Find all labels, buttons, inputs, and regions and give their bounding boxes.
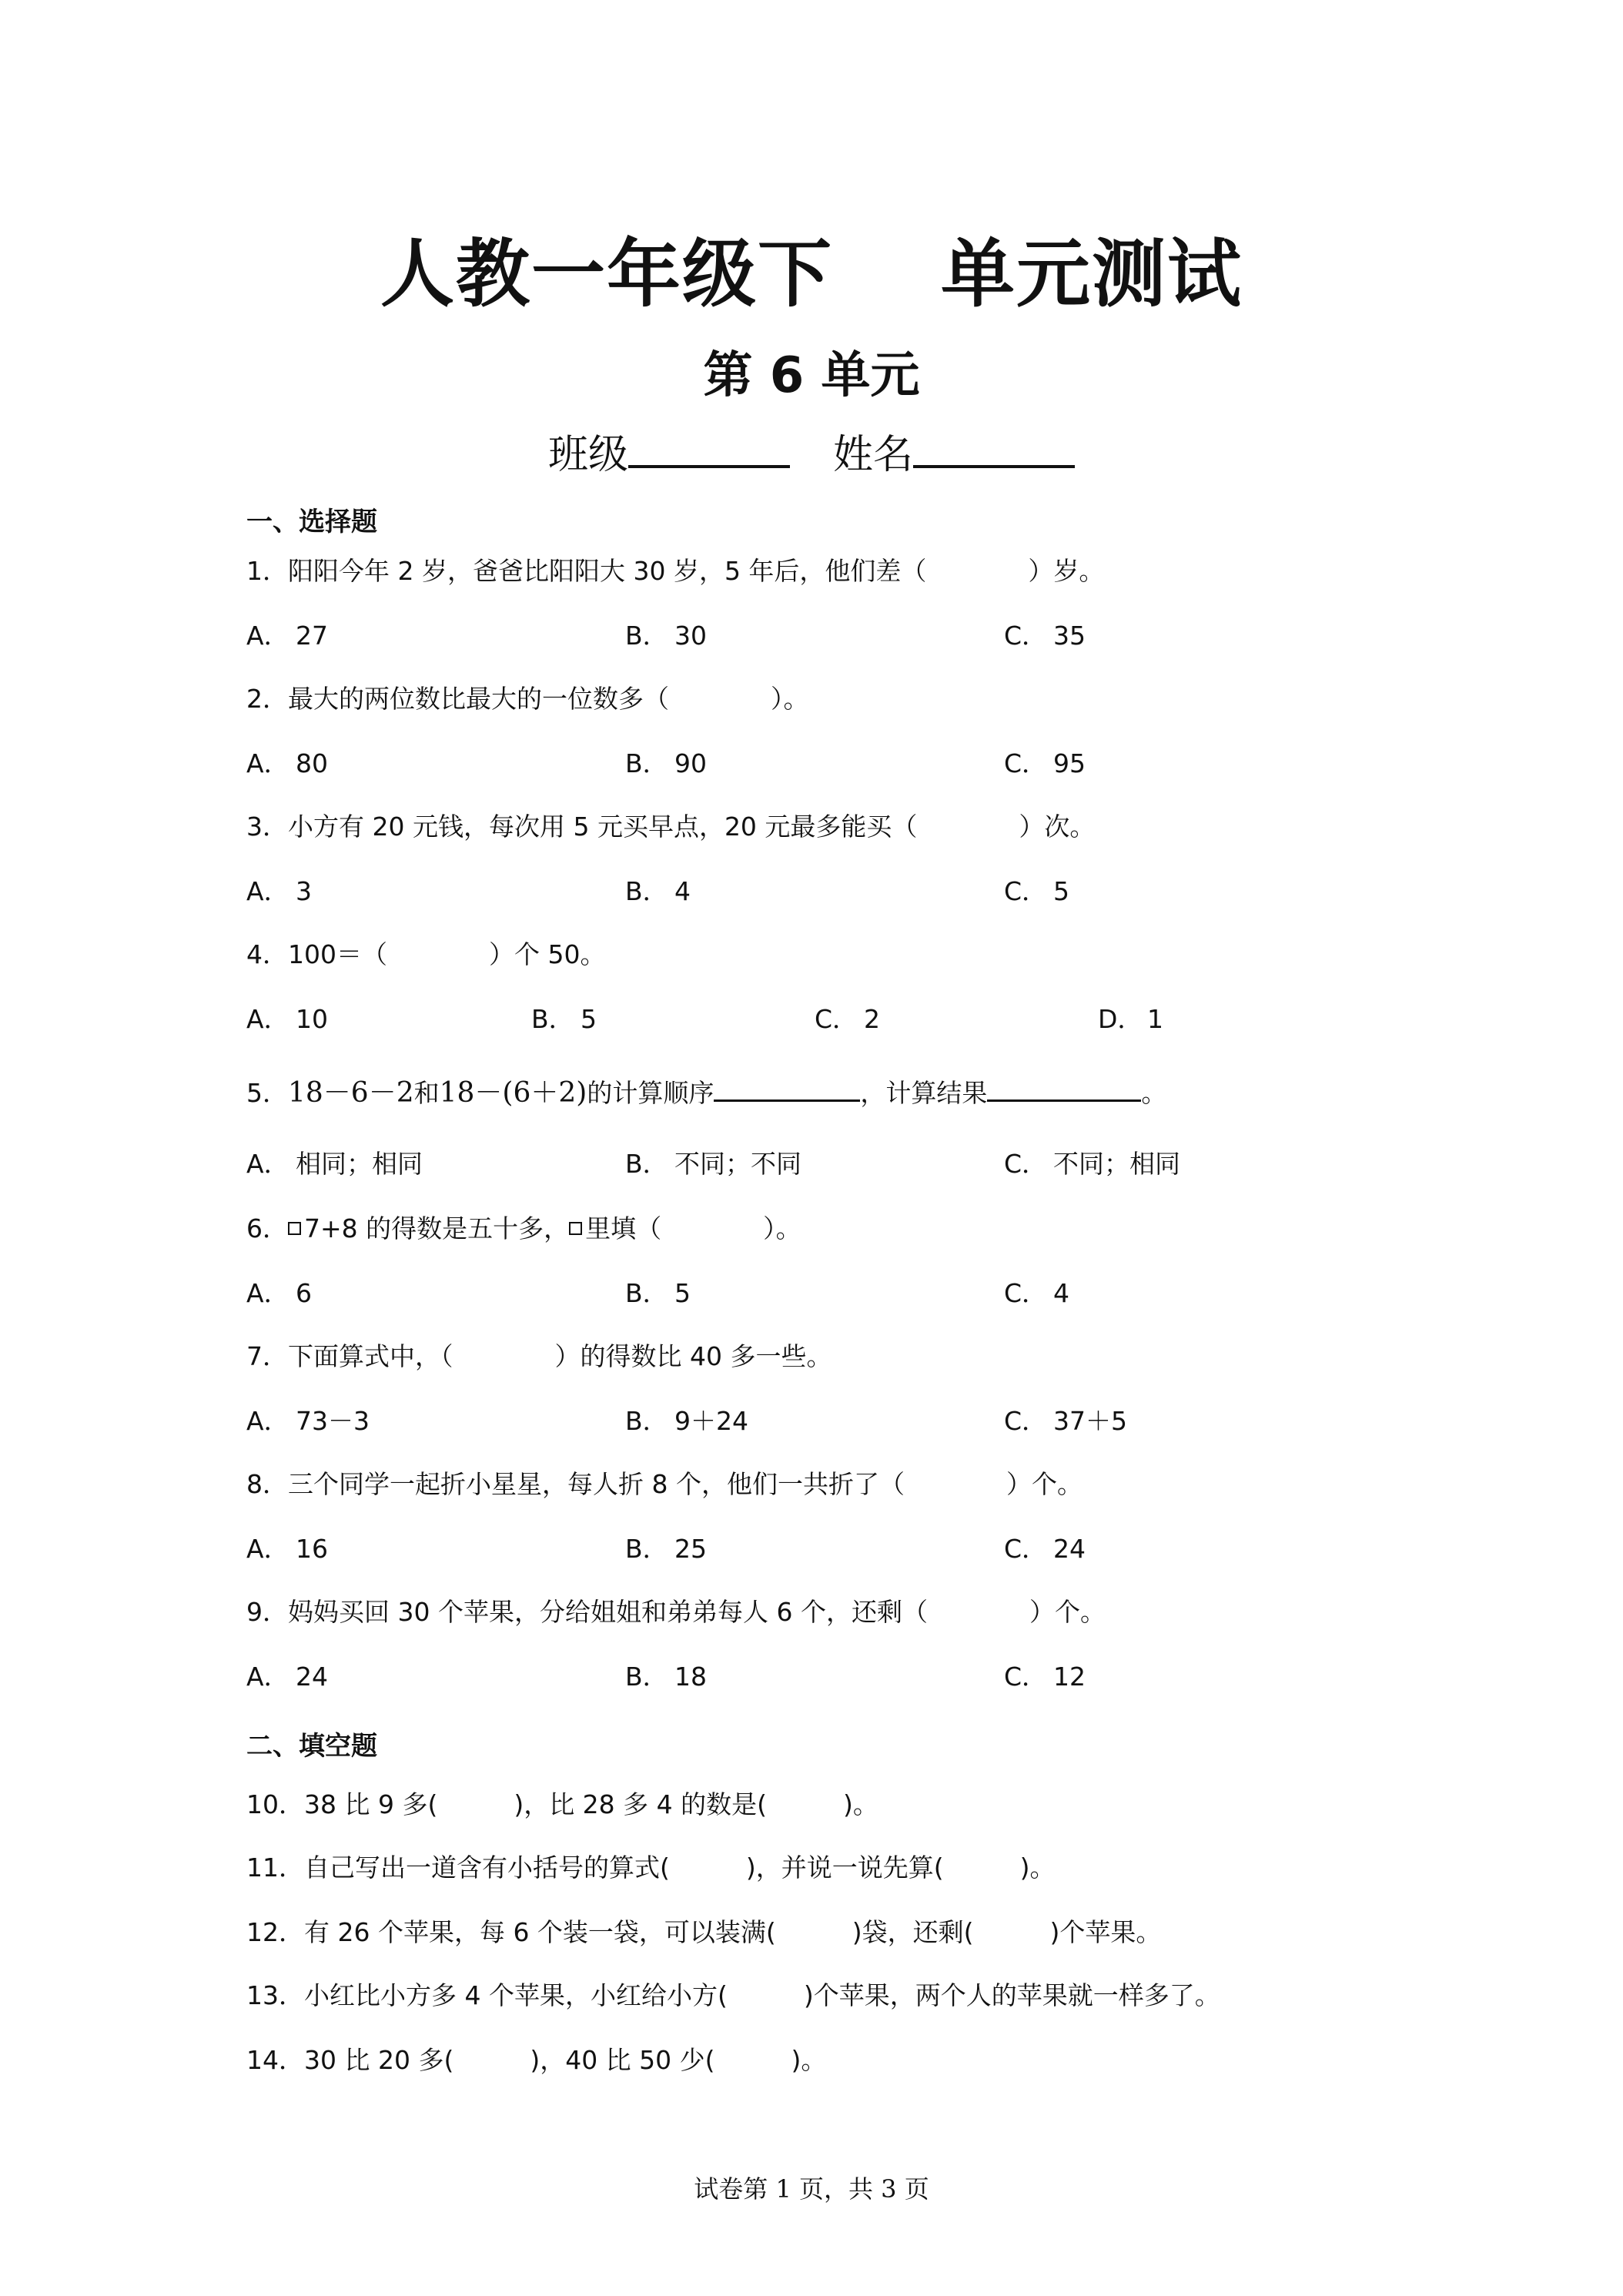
q6-option-c: [1004, 1278, 1069, 1309]
option-text: 30: [674, 621, 707, 651]
q8-option-b: [625, 1534, 707, 1565]
option-letter: C．: [1004, 1149, 1048, 1179]
page-title: [0, 216, 1623, 321]
name-blank: [913, 427, 1075, 468]
q4-option-c: [815, 1004, 880, 1035]
q2-option-b: [625, 748, 707, 779]
q5-conjunction: 和: [413, 1078, 440, 1108]
option-letter: B．: [625, 876, 668, 906]
option-letter: A．: [246, 621, 289, 651]
q1-option-c: [1004, 621, 1086, 651]
q6-text-b: 里填（ ）。: [585, 1213, 801, 1243]
option-text: 10: [296, 1004, 328, 1034]
option-letter: B．: [625, 748, 668, 778]
option-letter: C．: [1004, 1534, 1048, 1564]
q9-option-b: [625, 1662, 707, 1692]
option-text: 相同；相同: [296, 1149, 423, 1179]
option-letter: C．: [1004, 621, 1048, 651]
q1-option-a: [246, 621, 328, 651]
q7-option-a: [246, 1406, 370, 1437]
option-text: 不同；相同: [1053, 1149, 1180, 1179]
option-text: 4: [1053, 1278, 1069, 1308]
option-letter: C．: [1004, 1406, 1048, 1436]
question-12: 12．有 26 个苹果，每 6 个装一袋，可以装满( )袋，还剩( )个苹果。: [246, 1917, 1162, 1947]
q9-option-a: [246, 1662, 328, 1692]
option-text: 95: [1053, 748, 1086, 778]
blank-square-icon: [569, 1222, 582, 1235]
option-text: 25: [674, 1534, 707, 1564]
q8-option-a: [246, 1534, 328, 1565]
q5-option-b: [625, 1149, 801, 1180]
title-right: 单元测试: [941, 231, 1243, 317]
q1-option-b: [625, 621, 707, 651]
option-letter: C．: [1004, 1278, 1048, 1308]
option-letter: B．: [625, 1662, 668, 1692]
option-text: 37＋5: [1053, 1406, 1127, 1436]
option-letter: B．: [625, 1149, 668, 1179]
option-letter: B．: [625, 1278, 668, 1308]
q4-option-a: [246, 1004, 328, 1035]
question-11: 11．自己写出一道含有小括号的算式( )，并说一说先算( )。: [246, 1853, 1056, 1883]
option-text: 不同；不同: [674, 1149, 801, 1179]
option-text: 16: [296, 1534, 328, 1564]
question-5: [246, 1073, 1166, 1109]
student-info-row: [0, 422, 1623, 480]
q7-option-b: [625, 1406, 748, 1437]
q6-number: 6．: [246, 1213, 288, 1243]
q5-text-result: ，计算结果: [860, 1078, 988, 1108]
question-9: 9．妈妈买回 30 个苹果，分给姐姐和弟弟每人 6 个，还剩（ ）个。: [246, 1597, 1106, 1627]
title-left: 人教一年级下: [380, 231, 833, 317]
question-13: 13．小红比小方多 4 个苹果，小红给小方( )个苹果，两个人的苹果就一样多了。: [246, 1980, 1220, 2010]
option-text: 5: [1053, 876, 1069, 906]
option-text: 9＋24: [674, 1406, 748, 1436]
q5-option-a: [246, 1149, 423, 1180]
option-letter: D．: [1098, 1004, 1143, 1034]
option-letter: B．: [625, 1534, 668, 1564]
unit-subtitle: 第 6 单元: [703, 347, 920, 404]
option-letter: A．: [246, 1004, 289, 1034]
option-text: 12: [1053, 1662, 1086, 1692]
option-text: 27: [296, 621, 328, 651]
option-text: 24: [296, 1662, 328, 1692]
option-text: 35: [1053, 621, 1086, 651]
question-2: 2．最大的两位数比最大的一位数多（ ）。: [246, 684, 809, 714]
question-10: 10．38 比 9 多( )，比 28 多 4 的数是( )。: [246, 1789, 878, 1819]
name-label: 姓名: [833, 432, 914, 478]
q5-result-blank: [987, 1073, 1141, 1102]
question-3: 3．小方有 20 元钱，每次用 5 元买早点，20 元最多能买（ ）次。: [246, 812, 1096, 842]
option-letter: A．: [246, 1149, 289, 1179]
q2-option-a: [246, 748, 328, 779]
option-letter: A．: [246, 748, 289, 778]
q9-option-c: [1004, 1662, 1086, 1692]
option-letter: C．: [1004, 1662, 1048, 1692]
question-4: 4．100＝（ ）个 50。: [246, 939, 606, 969]
class-label: 班级: [547, 432, 628, 478]
section-choice-title: 一、选择题: [246, 507, 377, 537]
q5-expression-1: 18－6－2: [288, 1077, 414, 1109]
option-letter: A．: [246, 876, 289, 906]
option-text: 5: [581, 1004, 597, 1034]
option-text: 4: [674, 876, 691, 906]
q3-option-c: [1004, 876, 1069, 907]
option-letter: A．: [246, 1534, 289, 1564]
option-letter: C．: [1004, 876, 1048, 906]
option-text: 80: [296, 748, 328, 778]
option-text: 2: [864, 1004, 880, 1034]
q5-text-order: 的计算顺序: [587, 1078, 714, 1108]
q3-option-b: [625, 876, 691, 907]
q5-order-blank: [714, 1073, 860, 1102]
q6-option-a: [246, 1278, 312, 1309]
q5-end: 。: [1141, 1078, 1167, 1108]
question-1: 1．阳阳今年 2 岁，爸爸比阳阳大 30 岁，5 年后，他们差（ ）岁。: [246, 556, 1105, 586]
q3-option-a: [246, 876, 312, 907]
option-letter: A．: [246, 1278, 289, 1308]
option-text: 5: [674, 1278, 691, 1308]
option-letter: B．: [531, 1004, 574, 1034]
question-7: 7．下面算式中，（ ）的得数比 40 多一些。: [246, 1341, 832, 1371]
q4-option-d: [1098, 1004, 1163, 1035]
blank-square-icon: [288, 1222, 301, 1235]
question-14: 14．30 比 20 多( )，40 比 50 少( )。: [246, 2045, 827, 2075]
option-text: 6: [296, 1278, 312, 1308]
page-footer: 试卷第 1 页，共 3 页: [694, 2174, 929, 2204]
q6-text-a: 7+8 的得数是五十多，: [304, 1213, 570, 1243]
q4-option-b: [531, 1004, 597, 1035]
option-letter: C．: [1004, 748, 1048, 778]
option-text: 90: [674, 748, 707, 778]
question-8: 8．三个同学一起折小星星，每人折 8 个，他们一共折了（ ）个。: [246, 1469, 1083, 1499]
option-text: 73－3: [296, 1406, 370, 1436]
section-fill-title: 二、填空题: [246, 1731, 377, 1762]
q8-option-c: [1004, 1534, 1086, 1565]
option-letter: A．: [246, 1662, 289, 1692]
option-text: 18: [674, 1662, 707, 1692]
q2-option-c: [1004, 748, 1086, 779]
option-letter: A．: [246, 1406, 289, 1436]
q5-number: 5．: [246, 1078, 288, 1108]
option-letter: B．: [625, 1406, 668, 1436]
option-letter: C．: [815, 1004, 858, 1034]
option-text: 1: [1147, 1004, 1163, 1034]
option-text: 24: [1053, 1534, 1086, 1564]
q5-expression-2: 18－(6＋2): [439, 1077, 587, 1109]
question-6: [246, 1213, 801, 1244]
q6-option-b: [625, 1278, 691, 1309]
class-blank: [628, 427, 790, 468]
option-text: 3: [296, 876, 312, 906]
q5-option-c: [1004, 1149, 1180, 1180]
q7-option-c: [1004, 1406, 1127, 1437]
option-letter: B．: [625, 621, 668, 651]
